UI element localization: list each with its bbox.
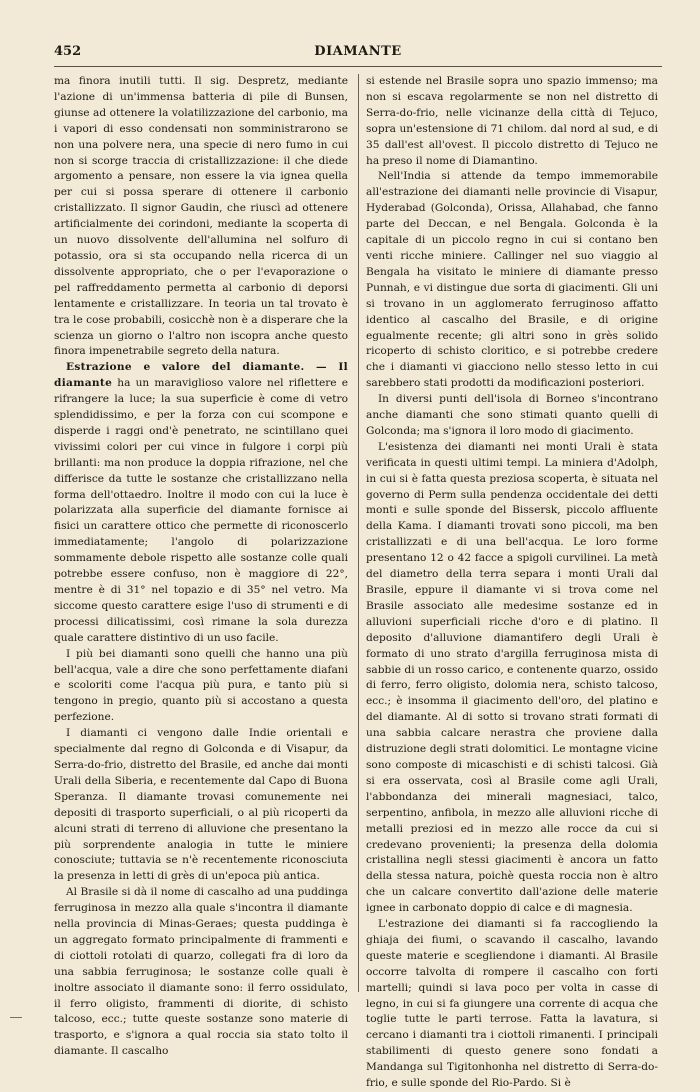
paragraph: I diamanti ci vengono dalle Indie orientali e specialmente dal regno di Golconda e di Visapur, da Serra-do-frio, distretto del Brasile, ed anche dai monti Urali della Siberia, e recentemente dal Capo di Buona Speranza. Il diamante trovasi comunemente nei depositi di trasporto superficiali, o al più ricoperti da alcuni strati di terreno di alluvione che presentano la più sorprendente analogia in tutte le miniere conosciute; tuttavia se n'è recentemente riconosciuta la presenza in letti di grès di un'epoca più antica.: [54, 727, 348, 883]
corner-mark: [10, 1017, 22, 1018]
section-heading: Estrazione e valore del diamante. — Il diamante: [54, 361, 348, 390]
paragraph-text: ha un maraviglioso valore nel riflettere e rifrangere la luce; la sua superficie è come di vetro splendidissimo, e per la forza con cui scompone e disperde i raggi ond'è penetrato, ne scintillano quei vivissimi colori per cui vince in fulgore i corpi più brillanti: ma non produce la doppia rifrazione, nel che differisce da tutte le sostanze che cristallizzano nella forma dell'ottaedro. Inoltre il modo con cui la luce è polarizzata alla superficie del diamante fornisce ai fisici un carattere ottico che permette di riconoscerlo immediatamente; l'angolo di polarizzazione sommamente debole rispetto alle sostanze colle quali potrebbe essere confuso, non è maggiore di 22°, mentre è di 31° nel topazio e di 35° nel vetro. Ma siccome questo carattere esige l'uso di strumenti e di processi dilicatissimi, così rimane la sola durezza quale carattere distintivo di un uso facile.: [54, 377, 348, 644]
right-column: [366, 74, 658, 1092]
paragraph: si estende nel Brasile sopra uno spazio immenso; ma non si escava regolarmente se non nel distretto di Serra-do-frio, nelle vicinanze della città di Tejuco, sopra un'estensione di 71 chilom. dal nord al sud, e di 35 dall'est all'ovest. Il piccolo distretto di Tejuco ne ha preso il nome di Diamantino.: [366, 75, 658, 167]
running-title: DIAMANTE: [314, 44, 402, 59]
paragraph: L'esistenza dei diamanti nei monti Urali è stata verificata in questi ultimi tempi. La miniera d'Adolph, in cui si è fatta questa preziosa scoperta, è situata nel governo di Perm sulla pendenza occidentale dei detti monti e sulle sponde del Bissersk, piccolo affluente della Kama. I diamanti trovati sono piccoli, ma ben cristallizzati e di una bell'acqua. Le loro forme presentano 12 o 42 facce a spigoli curvilinei. La metà del diametro della terra separa i monti Urali dal Brasile, eppure il diamante vi si trova come nel Brasile associato alle medesime sostanze ed in alluvioni superficiali ricche d'oro e di platino. Il deposito d'alluvione diamantifero degli Urali è formato di uno strato d'argilla ferruginosa mista di sabbie di un rosso carico, e contenente quarzo, ossido di ferro, ferro oligisto, dolomia nera, schisto talcoso, ecc.; è insomma il giacimento dell'oro, del platino e del diamante. Al di sotto si trovano strati formati di una sabbia calcare nerastra che proviene dalla distruzione degli strati dolomitici. Le montagne vicine sono composte di micaschisti e di schisti talcosi. Già si era osservata, così al Brasile come agli Urali, l'abbondanza dei minerali magnesiaci, talco, serpentino, anfibola, in mezzo alle alluvioni ricche di metalli preziosi ed in mezzo alle rocce da cui si credevano provenienti; la presenza della dolomia cristallina negli stessi giacimenti è ancora un fatto della stessa natura, poichè questa roccia non è altro che un calcare convertito dall'azione delle materie ignee in carbonato doppio di calce e di magnesia.: [366, 440, 658, 915]
column-divider: [358, 74, 359, 992]
page-number: 452: [54, 44, 82, 59]
paragraph: Nell'India si attende da tempo immemorabile all'estrazione dei diamanti nelle provincie di Visapur, Hyderabad (Golconda), Orissa, Allahabad, che fanno parte del Deccan, e nel Bengala. Golconda è la capitale di un piccolo regno in cui si contano ben venti ricche miniere. Callinger nel suo viaggio al Bengala ha visitato le miniere di diamante presso Punnah, e vi distingue due sorta di giacimenti. Gli uni si trovano in un agglomerato ferruginoso affatto identico al cascalho del Brasile, e di origine egualmente recente; gli altri sono in grès solido ricoperto di schisto cloritico, e si potrebbe credere che i diamanti vi giacciono nello stesso letto in cui sarebbero stati prodotti da modificazioni posteriori.: [366, 170, 658, 390]
left-column: [54, 74, 348, 1060]
paragraph: I più bei diamanti sono quelli che hanno una più bell'acqua, vale a dire che sono perfettamente diafani e scoloriti come l'acqua più pura, e tanto più si tengono in pregio, quanto più si accostano a questa perfezione.: [54, 647, 348, 724]
section-paragraph: [54, 360, 348, 646]
paragraph: Al Brasile si dà il nome di cascalho ad una puddinga ferruginosa in mezzo alla quale s'incontra il diamante nella provincia di Minas-Geraes; questa puddinga è un aggregato formato principalmente di frammenti e di ciottoli rotolati di quarzo, collegati fra di loro da una sabbia ferruginosa; le sostanze colle quali è inoltre associato il diamante sono: il ferro ossidulato, il ferro oligisto, frammenti di diorite, di schisto talcoso, ecc.; tutte queste sostanze sono materie di trasporto, e s'ignora a qual roccia sia stato tolto il diamante. Il cascalho: [54, 886, 348, 1058]
paragraph: ma finora inutili tutti. Il sig. Despretz, mediante l'azione di un'immensa batteria di pile di Bunsen, giunse ad ottenere la volatilizzazione del carbonio, ma i vapori di esso condensati non somministrarono se non una polvere nera, una specie di nero fumo in cui non si scorge traccia di cristallizzazione: il che diede argomento a pensare, non essere la via ignea quella per cui si possa sperare di ottenere il carbonio cristallizzato. Il signor Gaudin, che riuscì ad ottenere artificialmente dei corindoni, mediante la scoperta di un nuovo dissolvente dell'allumina nel solfuro di potassio, ora si sta occupando nella ricerca di un dissolvente appropriato, che o per l'evaporazione o pel raffreddamento permetta al carbonio di deporsi lentamente e cristallizzare. In teoria un tal trovato è tra le cose probabili, cosicchè non è a disperare che la scienza un giorno o l'altro non iscopra anche questo finora impenetrabile segreto della natura.: [54, 75, 348, 358]
header-rule: [54, 66, 662, 67]
page-header: [54, 44, 662, 64]
paragraph: In diversi punti dell'isola di Borneo s'incontrano anche diamanti che sono stimati quanto quelli di Golconda; ma s'ignora il loro modo di giacimento.: [366, 393, 658, 437]
paragraph: L'estrazione dei diamanti si fa raccogliendo la ghiaja dei fiumi, o scavando il cascalho, lavando queste materie e scegliendone i diamanti. Al Brasile occorre talvolta di rompere il cascalho con forti martelli; quindi si lava poco per volta in casse di legno, in cui si fa giungere una corrente di acqua che toglie tutte le parti terrose. Fatta la lavatura, si cercano i diamanti tra i ciottoli rimanenti. I principali stabilimenti di questo genere sono fondati a Mandanga sul Tigitonhonha nel distretto di Serra-do-frio, e sulle sponde del Rio-Pardo. Si è: [366, 918, 658, 1090]
